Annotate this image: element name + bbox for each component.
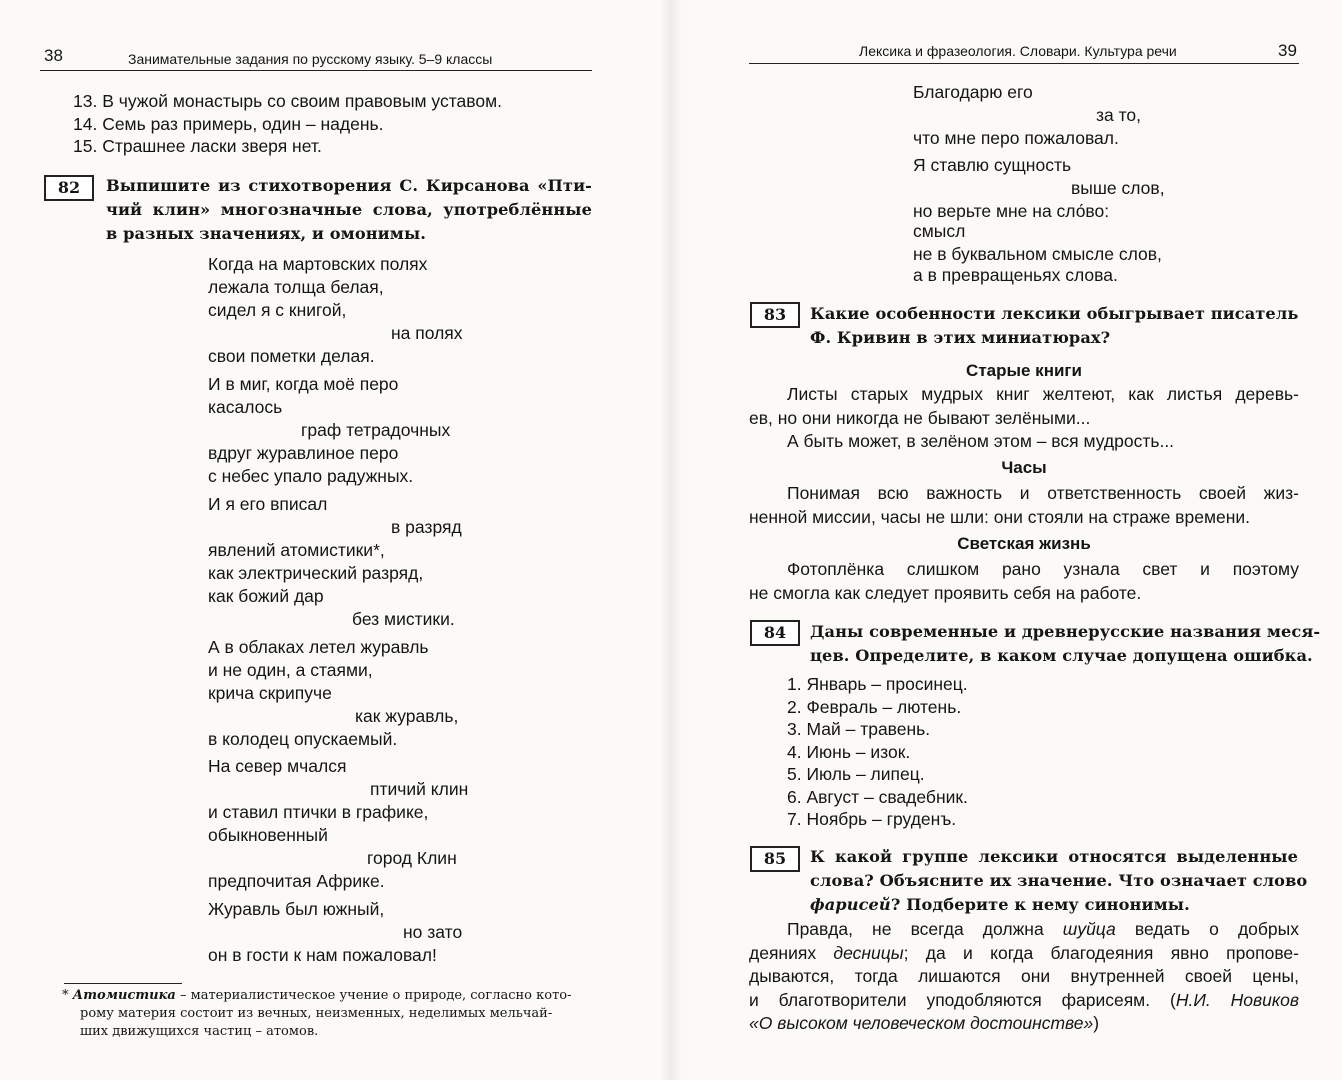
header-rule — [40, 70, 592, 71]
poem-line: без мистики. — [352, 609, 455, 629]
question-line: в разных значениях, и омонимы. — [106, 224, 427, 243]
text-fragment: деяниях — [749, 942, 834, 963]
question-line: чий клин» многозначные слова, употреблённые — [106, 200, 592, 219]
poem-line: И я его вписал — [208, 494, 328, 514]
text-fragment: ) — [1093, 1013, 1100, 1033]
poem-line: явлений атомистики*, — [208, 540, 385, 560]
task-number-badge: 83 — [750, 302, 800, 328]
poem-line: как электрический разряд, — [208, 563, 424, 583]
list-item: 6. Август – свадебник. — [787, 786, 968, 807]
miniature-title: Часы — [1001, 458, 1047, 477]
text-line: Понимая всю важность и ответственность своей жиз- — [787, 483, 1299, 503]
poem-line: но зато — [403, 922, 463, 942]
poem-line: Журавль был южный, — [208, 899, 385, 919]
poem-line: граф тетрадочных — [301, 420, 451, 440]
proverb-list — [73, 90, 502, 158]
list-item: 2. Февраль – лютень. — [787, 696, 962, 717]
poem-line: как журавль, — [355, 706, 459, 726]
text-line: ненной миссии, часы не шли: они стояли на страже времени. — [749, 506, 1251, 527]
highlighted-word: фарисей — [810, 895, 891, 914]
question-line: К какой группе лексики относятся выделенные — [810, 847, 1298, 866]
text-fragment: и благотворители уподобляются фарисеям. ( — [749, 989, 1176, 1010]
text-line: ев, но они никогда не бывают зелёными... — [749, 407, 1091, 428]
text-line: не смогла как следует проявить себя на работе. — [749, 582, 1142, 603]
poem-line: как божий дар — [208, 586, 324, 606]
source-title: «О высоком человеческом достоинстве» — [749, 1013, 1094, 1033]
list-item: 14. Семь раз примерь, один – надень. — [73, 113, 384, 134]
poem-line: не в буквальном смысле слов, — [913, 244, 1162, 264]
poem-line: На север мчался — [208, 756, 347, 776]
footnote-text: рому материя состоит из вечных, неизменных, неделимых мельчай- — [80, 1006, 553, 1021]
poem-line: Когда на мартовских полях — [208, 254, 428, 274]
miniature-text — [749, 558, 1299, 605]
question-line: слова? Объясните их значение. Что означает слово — [810, 871, 1308, 890]
list-item: 4. Июнь – изок. — [787, 741, 911, 762]
question-line: Выпишите из стихотворения С. Кирсанова «Пти- — [106, 176, 592, 195]
poem-line: вдруг журавлиное перо — [208, 443, 399, 463]
list-item: 7. Ноябрь – груденъ. — [787, 809, 957, 829]
poem-line: Благодарю его — [913, 82, 1033, 102]
task-84-question — [810, 620, 1321, 668]
poem-line: птичий клин — [370, 779, 469, 799]
text-fragment: ; да и когда благодеяния явно пропове- — [903, 942, 1299, 963]
list-item: 15. Страшнее ласки зверя нет. — [73, 136, 322, 156]
poem-line: за то, — [1096, 105, 1142, 125]
poem-line: выше слов, — [1071, 178, 1165, 198]
footnote-text: ших движущихся частиц – атомов. — [80, 1024, 319, 1039]
task-85-question — [810, 845, 1308, 917]
poem-line: обыкновенный — [208, 825, 328, 845]
poem-line: что мне перо пожаловал. — [913, 128, 1119, 148]
text-fragment: Правда, не всегда должна — [787, 919, 1063, 939]
page-number: 39 — [1278, 41, 1297, 60]
list-item: 13. В чужой монастырь со своим правовым уставом. — [73, 91, 502, 111]
poem-line: в колодец опускаемый. — [208, 729, 398, 749]
list-item: 3. Май – травень. — [787, 719, 931, 739]
footnote-term: Атомистика — [72, 988, 176, 1003]
author-name: Н.И. Новиков — [1175, 989, 1299, 1010]
poem-line: а в превращеньях слова. — [913, 265, 1118, 285]
highlighted-word: десницы — [833, 942, 904, 963]
miniature-title: Светская жизнь — [957, 534, 1091, 553]
text-line: дываются, тогда лишаются они внутренней своей цены, — [749, 966, 1299, 986]
right-page — [671, 0, 1342, 1080]
months-list — [787, 673, 968, 831]
text-line: Фотоплёнка слишком рано узнала свет и поэтому — [787, 559, 1299, 579]
poem-line: он в гости к нам пожаловал! — [208, 945, 437, 965]
task-85-text — [749, 918, 1299, 1036]
poem-line: но верьте мне на сло́во: — [913, 201, 1110, 221]
text-line: А быть может, в зелёном этом – вся мудрость... — [787, 431, 1175, 451]
poem-line: смысл — [913, 221, 966, 241]
poem-line: А в облаках летел журавль — [208, 637, 429, 657]
question-line: Какие особенности лексики обыгрывает писатель — [810, 304, 1299, 323]
poem-line: лежала толща белая, — [208, 277, 384, 297]
text-line: Листы старых мудрых книг желтеют, как листья деревь- — [787, 384, 1299, 404]
poem-line: Я ставлю сущность — [913, 155, 1072, 175]
poem-line: на полях — [391, 323, 463, 343]
miniature-text — [749, 383, 1299, 454]
poem-line: свои пометки делая. — [208, 346, 375, 366]
running-title: Занимательные задания по русскому языку. 5–9 классы — [128, 51, 493, 67]
poem-line: город Клин — [367, 848, 457, 868]
page-number: 38 — [44, 46, 63, 65]
header-rule — [749, 63, 1299, 64]
miniature-title: Старые книги — [966, 361, 1082, 380]
text-fragment: ведать о добрых — [1115, 919, 1299, 939]
poem-line: И в миг, когда моё перо — [208, 374, 399, 394]
list-item: 5. Июль – липец. — [787, 764, 925, 784]
task-83-question — [810, 302, 1298, 350]
poem-line: касалось — [208, 397, 283, 417]
footnote-star: * — [62, 988, 69, 1003]
footnote-text: – материалистическое учение о природе, согласно кото- — [175, 988, 572, 1003]
poem-line: крича скрипуче — [208, 683, 332, 703]
footnote-rule — [64, 983, 182, 984]
question-line: цев. Определите, в каком случае допущена ошибка. — [810, 646, 1313, 665]
poem-line: сидел я с книгой, — [208, 300, 347, 320]
miniature-text — [749, 482, 1299, 529]
question-line: ? Подберите к нему синонимы. — [890, 895, 1190, 914]
task-82-question — [106, 174, 592, 246]
running-title: Лексика и фразеология. Словари. Культура речи — [859, 43, 1177, 59]
task-number-badge: 84 — [750, 620, 800, 646]
poem-line: и ставил птички в графике, — [208, 802, 429, 822]
poem-line: в разряд — [391, 517, 462, 537]
task-number-badge: 82 — [44, 175, 94, 201]
poem-line: предпочитая Африке. — [208, 871, 385, 891]
question-line: Ф. Кривин в этих миниатюрах? — [810, 328, 1111, 347]
footnote — [62, 987, 571, 1041]
question-line: Даны современные и древнерусские названия меся- — [810, 622, 1321, 641]
highlighted-word: шуйца — [1062, 919, 1116, 939]
list-item: 1. Январь – просинец. — [787, 674, 968, 694]
poem-line: и не один, а стаями, — [208, 660, 373, 680]
poem-line: с небес упало радужных. — [208, 466, 414, 486]
task-number-badge: 85 — [750, 846, 800, 872]
